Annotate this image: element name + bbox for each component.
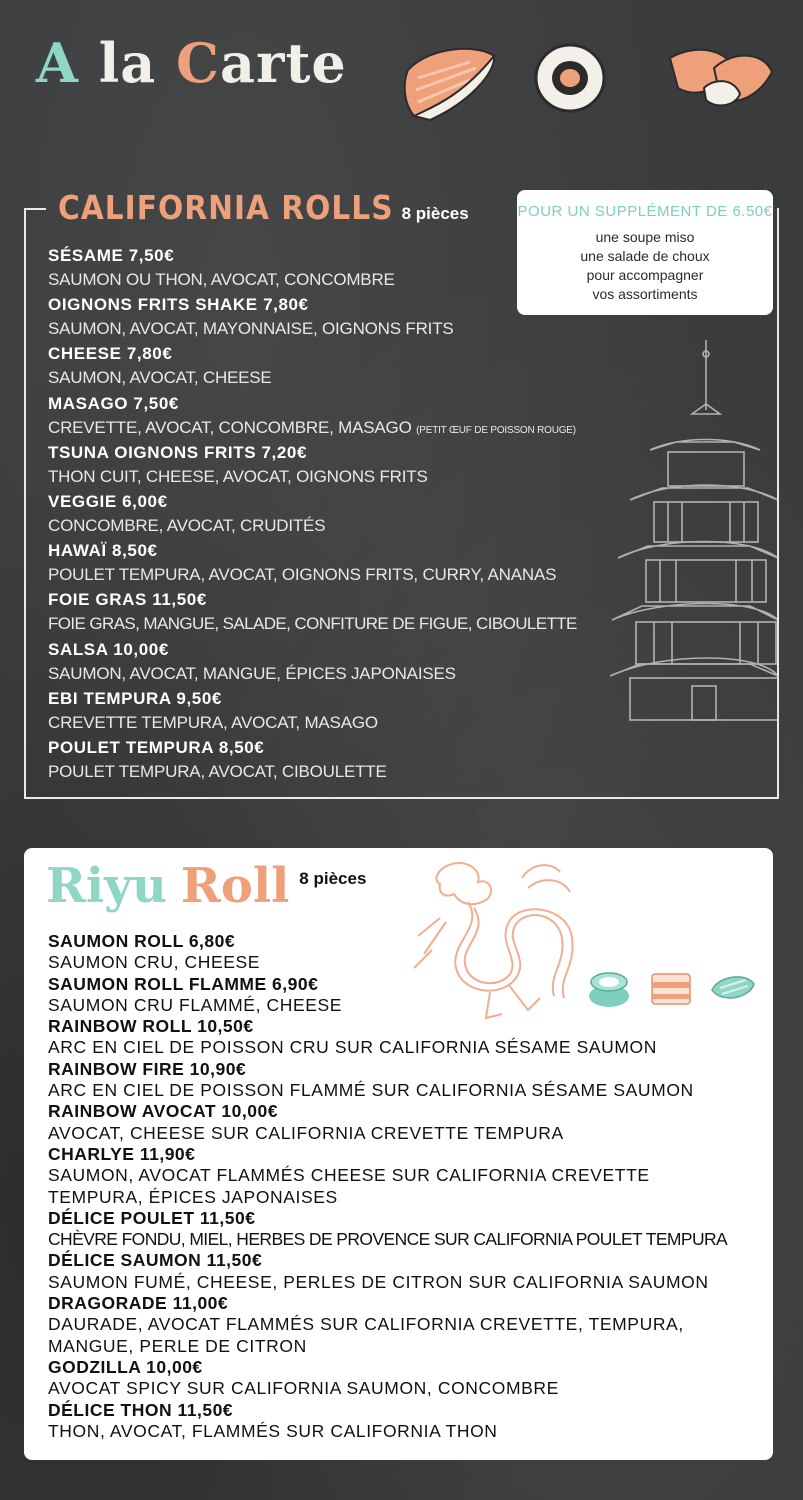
supplement-line: pour accompagner	[586, 267, 704, 283]
item-name: DÉLICE THON 11,50€	[48, 1399, 234, 1420]
item-description: SAUMON CRU, CHEESE	[48, 952, 261, 973]
item-description: DAURADE, AVOCAT FLAMMÉS SUR CALIFORNIA CREVETTE, TEMPURA, MANGUE, PERLE DE CITRON	[48, 1314, 684, 1356]
item-description: CHÈVRE FONDU, MIEL, HERBES DE PROVENCE SUR CALIFORNIA POULET TEMPURA	[48, 1229, 728, 1250]
item-name: TSUNA OIGNONS FRITS 7,20€	[48, 442, 308, 462]
page-title	[36, 31, 347, 95]
item-description: AVOCAT, CHEESE SUR CALIFORNIA CREVETTE TEMPURA	[48, 1122, 564, 1143]
item-description: SAUMON, AVOCAT FLAMMÉS CHEESE SUR CALIFORNIA CREVETTE TEMPURA, ÉPICES JAPONAISES	[48, 1165, 650, 1207]
maki-roll-icon	[530, 38, 610, 118]
item-description: SAUMON CRU FLAMMÉ, CHEESE	[48, 994, 343, 1015]
supplement-line: vos assortiments	[592, 286, 698, 302]
item-name: SAUMON ROLL FLAMME 6,90€	[48, 973, 319, 994]
item-name: SALSA 10,00€	[48, 639, 169, 659]
menu-item	[48, 490, 648, 539]
item-description: THON CUIT, CHEESE, AVOCAT, OIGNONS FRITS	[48, 466, 428, 486]
title-word-arte: arte	[220, 31, 347, 95]
supplement-line: une soupe miso	[595, 229, 695, 245]
item-name: CHEESE 7,80€	[48, 344, 173, 364]
california-heading	[58, 188, 469, 227]
item-description: SAUMON OU THON, AVOCAT, CONCOMBRE	[48, 270, 395, 289]
item-description	[48, 416, 648, 443]
double-nigiri-icon	[664, 38, 776, 114]
menu-item	[48, 392, 648, 441]
riyu-heading	[46, 858, 366, 914]
item-description: FOIE GRAS, MANGUE, SALADE, CONFITURE DE FIGUE, CIBOULETTE	[48, 614, 577, 634]
california-title: CALIFORNIA ROLLS	[58, 188, 394, 227]
item-description: POULET TEMPURA, AVOCAT, CIBOULETTE	[48, 761, 387, 781]
menu-item	[48, 588, 648, 637]
riyu-title-word-2: Roll	[180, 858, 290, 914]
item-description: ARC EN CIEL DE POISSON FLAMMÉ SUR CALIFORNIA SÉSAME SAUMON	[48, 1080, 694, 1101]
item-name: RAINBOW AVOCAT 10,00€	[48, 1101, 278, 1122]
item-note: (PETIT ŒUF DE POISSON ROUGE)	[416, 424, 576, 436]
item-description: AVOCAT SPICY SUR CALIFORNIA SAUMON, CONCOMBRE	[48, 1378, 559, 1399]
riyu-title-word-1: Riyu	[46, 858, 167, 914]
item-name: GODZILLA 10,00€	[48, 1356, 203, 1377]
california-pieces: 8 pièces	[401, 204, 469, 223]
item-description: SAUMON, AVOCAT, MANGUE, ÉPICES JAPONAISES	[48, 663, 456, 683]
item-description: POULET TEMPURA, AVOCAT, OIGNONS FRITS, CURRY, ANANAS	[48, 565, 557, 585]
item-description: THON, AVOCAT, FLAMMÉS SUR CALIFORNIA THON	[48, 1420, 498, 1441]
item-name: DRAGORADE 11,00€	[48, 1293, 229, 1314]
item-name: SÉSAME 7,50€	[48, 246, 175, 265]
salmon-nigiri-icon	[400, 38, 500, 122]
menu-item	[48, 342, 648, 391]
riyu-pieces: 8 pièces	[299, 869, 367, 888]
item-name: DÉLICE SAUMON 11,50€	[48, 1250, 263, 1271]
title-word-la: la	[98, 31, 157, 95]
title-letter-c: C	[176, 31, 221, 95]
riyu-list	[48, 931, 760, 1442]
item-name: OIGNONS FRITS SHAKE 7,80€	[48, 295, 309, 315]
item-description: SAUMON, AVOCAT, CHEESE	[48, 368, 272, 388]
item-name: MASAGO 7,50€	[48, 393, 179, 413]
california-frame-edge	[24, 208, 46, 210]
menu-item	[48, 441, 648, 490]
item-description: ARC EN CIEL DE POISSON CRU SUR CALIFORNIA SÉSAME SAUMON	[48, 1037, 657, 1058]
menu-item	[48, 293, 648, 342]
title-letter-a: A	[36, 31, 79, 95]
menu-item	[48, 539, 648, 588]
item-description: CREVETTE TEMPURA, AVOCAT, MASAGO	[48, 712, 378, 732]
item-description-text: CREVETTE, AVOCAT, CONCOMBRE, MASAGO	[48, 417, 412, 437]
supplement-title: POUR UN SUPPLÉMENT DE 6.50€	[517, 203, 773, 220]
menu-item	[48, 687, 648, 736]
menu-item	[48, 244, 648, 293]
supplement-line: une salade de choux	[580, 248, 710, 264]
item-description: SAUMON FUMÉ, CHEESE, PERLES DE CITRON SUR CALIFORNIA SAUMON	[48, 1271, 709, 1292]
menu-item	[48, 638, 648, 687]
item-name: RAINBOW FIRE 10,90€	[48, 1058, 247, 1079]
item-name: SAUMON ROLL 6,80€	[48, 931, 236, 951]
item-name: DÉLICE POULET 11,50€	[48, 1207, 256, 1228]
item-name: HAWAÏ 8,50€	[48, 541, 158, 561]
item-name: EBI TEMPURA 9,50€	[48, 688, 222, 708]
item-name: VEGGIE 6,00€	[48, 491, 168, 511]
menu-item	[48, 736, 648, 785]
item-description: SAUMON, AVOCAT, MAYONNAISE, OIGNONS FRITS	[48, 319, 454, 339]
item-name: CHARLYE 11,90€	[48, 1143, 196, 1164]
item-description: CONCOMBRE, AVOCAT, CRUDITÉS	[48, 515, 326, 535]
item-name: POULET TEMPURA 8,50€	[48, 737, 265, 757]
item-name: FOIE GRAS 11,50€	[48, 590, 207, 610]
item-name: RAINBOW ROLL 10,50€	[48, 1016, 254, 1037]
california-list	[48, 244, 648, 785]
pagoda-illustration	[610, 340, 778, 724]
